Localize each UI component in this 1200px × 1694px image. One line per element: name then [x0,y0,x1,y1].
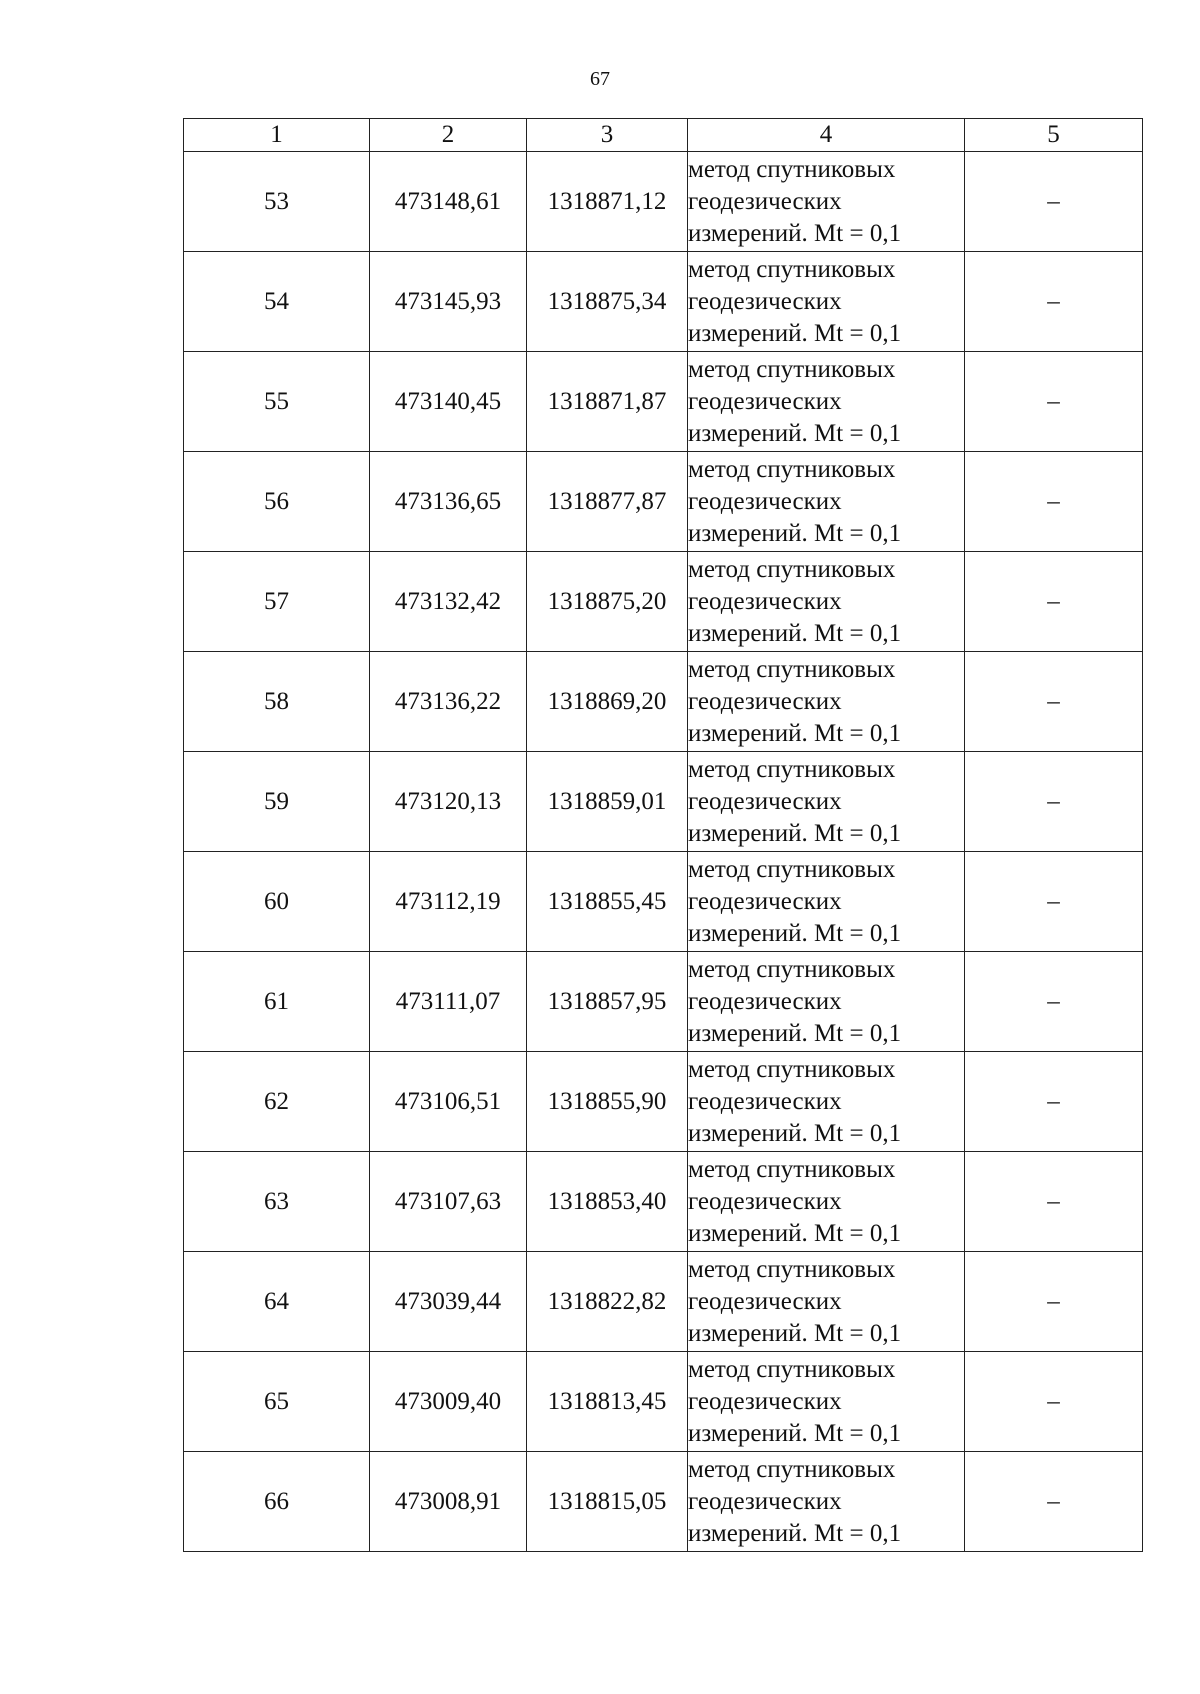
method-cell [688,1252,965,1352]
table-row [184,1052,1143,1152]
coordinate-y-cell: 1318853,40 [527,1152,688,1252]
method-line: метод спутниковых [688,1355,896,1383]
method-line: измерений. Mt = 0,1 [688,319,902,347]
method-line: геодезических [688,887,842,915]
method-cell [688,1352,965,1452]
note-cell: – [965,1152,1143,1252]
coordinate-x-cell: 473145,93 [370,252,527,352]
method-cell [688,352,965,452]
note-cell: – [965,752,1143,852]
method-line: геодезических [688,287,842,315]
note-cell: – [965,852,1143,952]
method-line: метод спутниковых [688,1255,896,1283]
table-row [184,152,1143,252]
coordinate-x-cell: 473136,65 [370,452,527,552]
coordinate-x-cell: 473107,63 [370,1152,527,1252]
coordinate-x-cell: 473008,91 [370,1452,527,1552]
point-number-cell: 60 [184,852,370,952]
method-line: измерений. Mt = 0,1 [688,819,902,847]
method-cell [688,652,965,752]
method-line: геодезических [688,687,842,715]
method-cell [688,852,965,952]
point-number-cell: 64 [184,1252,370,1352]
point-number-cell: 63 [184,1152,370,1252]
method-line: метод спутниковых [688,555,896,583]
point-number-cell: 57 [184,552,370,652]
method-line: метод спутниковых [688,355,896,383]
method-cell [688,552,965,652]
method-line: измерений. Mt = 0,1 [688,1419,902,1447]
table-row [184,1252,1143,1352]
note-cell: – [965,152,1143,252]
column-header: 2 [370,119,527,152]
point-number-cell: 61 [184,952,370,1052]
note-cell: – [965,652,1143,752]
point-number-cell: 66 [184,1452,370,1552]
note-cell: – [965,952,1143,1052]
coordinate-x-cell: 473112,19 [370,852,527,952]
method-line: геодезических [688,187,842,215]
coordinate-x-cell: 473039,44 [370,1252,527,1352]
table-row [184,752,1143,852]
column-header: 5 [965,119,1143,152]
method-line: измерений. Mt = 0,1 [688,1119,902,1147]
point-number-cell: 53 [184,152,370,252]
method-line: метод спутниковых [688,955,896,983]
method-line: измерений. Mt = 0,1 [688,919,902,947]
table-row [184,852,1143,952]
coordinate-y-cell: 1318855,90 [527,1052,688,1152]
note-cell: – [965,1452,1143,1552]
note-cell: – [965,1052,1143,1152]
coordinate-x-cell: 473009,40 [370,1352,527,1452]
coordinate-y-cell: 1318815,05 [527,1452,688,1552]
coordinate-x-cell: 473132,42 [370,552,527,652]
table-row [184,452,1143,552]
page-number: 67 [590,68,610,90]
coordinate-x-cell: 473136,22 [370,652,527,752]
method-line: измерений. Mt = 0,1 [688,1319,902,1347]
method-line: геодезических [688,1087,842,1115]
coordinate-y-cell: 1318857,95 [527,952,688,1052]
table-row [184,552,1143,652]
note-cell: – [965,552,1143,652]
table-row [184,1352,1143,1452]
coordinate-x-cell: 473148,61 [370,152,527,252]
method-line: метод спутниковых [688,855,896,883]
coordinate-x-cell: 473140,45 [370,352,527,452]
method-line: измерений. Mt = 0,1 [688,1019,902,1047]
method-cell [688,952,965,1052]
method-cell [688,752,965,852]
method-line: измерений. Mt = 0,1 [688,1519,902,1547]
point-number-cell: 55 [184,352,370,452]
table-row [184,1452,1143,1552]
coordinates-table [183,118,1143,1552]
method-line: метод спутниковых [688,755,896,783]
point-number-cell: 54 [184,252,370,352]
column-header: 4 [688,119,965,152]
coordinate-y-cell: 1318875,34 [527,252,688,352]
method-line: геодезических [688,487,842,515]
method-cell [688,1152,965,1252]
table-row [184,952,1143,1052]
note-cell: – [965,452,1143,552]
method-line: геодезических [688,1487,842,1515]
coordinate-x-cell: 473106,51 [370,1052,527,1152]
method-cell [688,252,965,352]
coordinate-y-cell: 1318813,45 [527,1352,688,1452]
method-line: геодезических [688,1387,842,1415]
point-number-cell: 62 [184,1052,370,1152]
note-cell: – [965,352,1143,452]
method-line: метод спутниковых [688,455,896,483]
table-row [184,352,1143,452]
method-cell [688,1452,965,1552]
table-body [184,152,1143,1552]
note-cell: – [965,1352,1143,1452]
method-line: геодезических [688,787,842,815]
method-line: метод спутниковых [688,1055,896,1083]
method-line: измерений. Mt = 0,1 [688,619,902,647]
point-number-cell: 59 [184,752,370,852]
note-cell: – [965,1252,1143,1352]
coordinate-y-cell: 1318871,12 [527,152,688,252]
method-line: измерений. Mt = 0,1 [688,719,902,747]
coordinate-y-cell: 1318875,20 [527,552,688,652]
method-line: геодезических [688,387,842,415]
method-line: метод спутниковых [688,1155,896,1183]
table-row [184,652,1143,752]
method-cell [688,452,965,552]
method-line: измерений. Mt = 0,1 [688,419,902,447]
method-line: метод спутниковых [688,655,896,683]
coordinate-y-cell: 1318869,20 [527,652,688,752]
method-line: измерений. Mt = 0,1 [688,219,902,247]
method-line: метод спутниковых [688,155,896,183]
coordinate-x-cell: 473111,07 [370,952,527,1052]
note-cell: – [965,252,1143,352]
table-header-row [184,119,1143,152]
column-header: 3 [527,119,688,152]
method-line: геодезических [688,987,842,1015]
coordinate-y-cell: 1318859,01 [527,752,688,852]
column-header: 1 [184,119,370,152]
method-line: геодезических [688,587,842,615]
method-cell [688,152,965,252]
method-line: измерений. Mt = 0,1 [688,519,902,547]
coordinate-y-cell: 1318871,87 [527,352,688,452]
method-line: измерений. Mt = 0,1 [688,1219,902,1247]
method-line: геодезических [688,1187,842,1215]
method-cell [688,1052,965,1152]
coordinate-y-cell: 1318822,82 [527,1252,688,1352]
point-number-cell: 56 [184,452,370,552]
coordinate-y-cell: 1318855,45 [527,852,688,952]
method-line: геодезических [688,1287,842,1315]
table-row [184,252,1143,352]
point-number-cell: 65 [184,1352,370,1452]
table-row [184,1152,1143,1252]
coordinate-x-cell: 473120,13 [370,752,527,852]
point-number-cell: 58 [184,652,370,752]
coordinate-y-cell: 1318877,87 [527,452,688,552]
method-line: метод спутниковых [688,255,896,283]
method-line: метод спутниковых [688,1455,896,1483]
